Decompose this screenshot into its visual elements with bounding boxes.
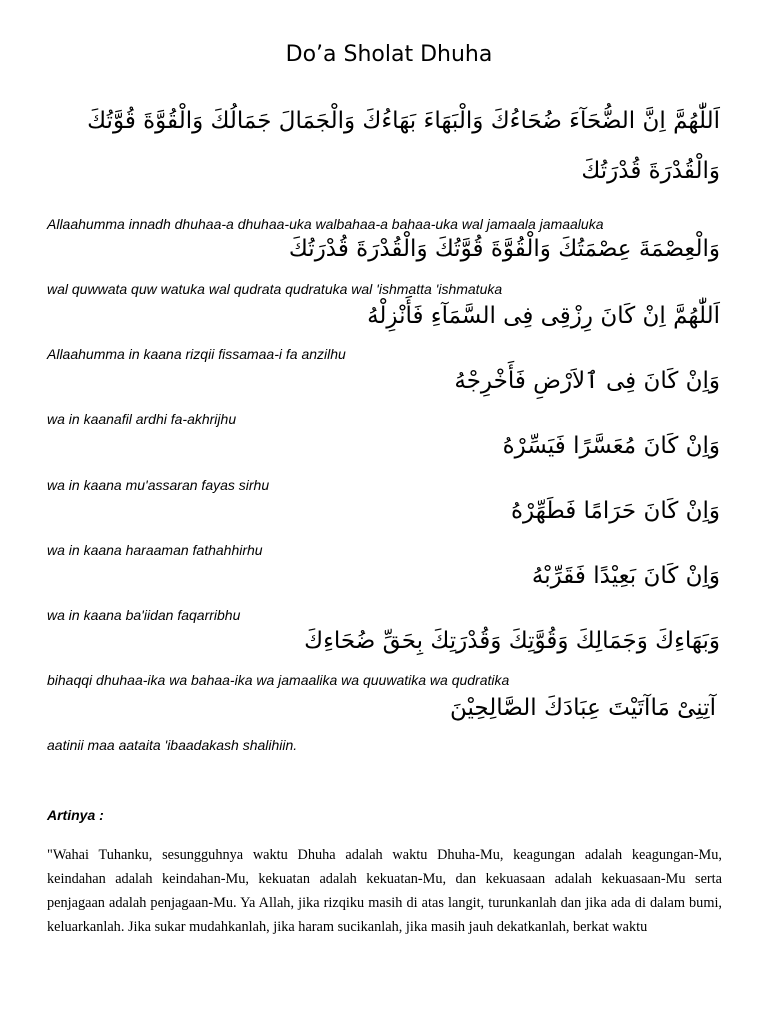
arabic-line-7: وَاِنْ كَانَ حَرَامًا فَطَهِّرْهُ [511,498,720,524]
meaning-heading: Artinya : [47,807,104,823]
transliteration-line-2: wal quwwata quw watuka wal qudrata qudratuka wal 'ishmatta 'ishmatuka [47,281,503,297]
arabic-line-3: وَالْعِصْمَةَ عِصْمَتُكَ وَالْقُوَّةَ قُوَّتُكَ وَالْقُدْرَةَ قُدْرَتُكَ [288,236,720,262]
arabic-line-10: آتِنِىْ مَاآتَيْتَ عِبَادَكَ الصَّالِحِيْنَ [449,695,716,721]
transliteration-line-5: wa in kaana mu'assaran fayas sirhu [47,477,270,493]
transliteration-line-4: wa in kaanafil ardhi fa-akhrijhu [47,411,237,427]
arabic-line-6: وَاِنْ كَانَ مُعَسَّرًا فَيَسِّرْهُ [502,433,720,459]
transliteration-line-3: Allaahumma in kaana rizqii fissamaa-i fa anzilhu [47,346,346,362]
transliteration-line-1: Allaahumma innadh dhuhaa-a dhuhaa-uka walbahaa-a bahaa-uka wal jamaala jamaaluka [47,216,604,232]
arabic-line-9: وَبَهَاءِكَ وَجَمَالِكَ وَقُوَّتِكَ وَقُدْرَتِكَ بِحَقِّ ضُحَاءِكَ [304,628,720,654]
page-title: Do’a Sholat Dhuha [285,42,493,67]
arabic-line-4: اَللّٰهُمَّ اِنْ كَانَ رِزْقِى فِى السَّمَآءِ فَأَنْزِلْهُ [367,303,720,329]
transliteration-line-7: wa in kaana ba'iidan faqarribhu [47,607,241,623]
transliteration-line-6: wa in kaana haraaman fathahhirhu [47,542,263,558]
transliteration-line-8: bihaqqi dhuhaa-ika wa bahaa-ika wa jamaalika wa quuwatika wa qudratika [47,672,510,688]
arabic-line-2: وَالْقُدْرَةَ قُدْرَتُكَ [581,158,720,184]
arabic-line-8: وَاِنْ كَانَ بَعِيْدًا فَقَرِّبْهُ [531,563,720,589]
arabic-line-5: وَاِنْ كَانَ فِى ٱلاَرْضِ فَأَخْرِجْهُ [454,368,720,394]
transliteration-line-9: aatinii maa aataita 'ibaadakash shalihiin. [47,737,298,753]
arabic-line-1: اَللّٰهُمَّ اِنَّ الضُّحَآءَ ضُحَاءُكَ وَالْبَهَاءَ بَهَاءُكَ وَالْجَمَالَ جَمَالُكَ وَالْقُوَّةَ قُوَّتُكَ [87,108,720,134]
meaning-paragraph: "Wahai Tuhanku, sesungguhnya waktu Dhuha adalah waktu Dhuha-Mu, keagungan adalah keagungan-Mu, keindahan adalah keindahan-Mu, kekuatan adalah kekuatan-Mu, dan kekuasaan adalah kekuasaan-Mu serta penjagaan adalah penjagaan-Mu. Ya Allah, jika rizqiku masih di atas langit, turunkanlah dan jika ada di dalam bumi, keluarkanlah. Jika sukar mudahkanlah, jika haram sucikanlah, jika masih jauh dekatkanlah, berkat waktu [47,847,722,935]
